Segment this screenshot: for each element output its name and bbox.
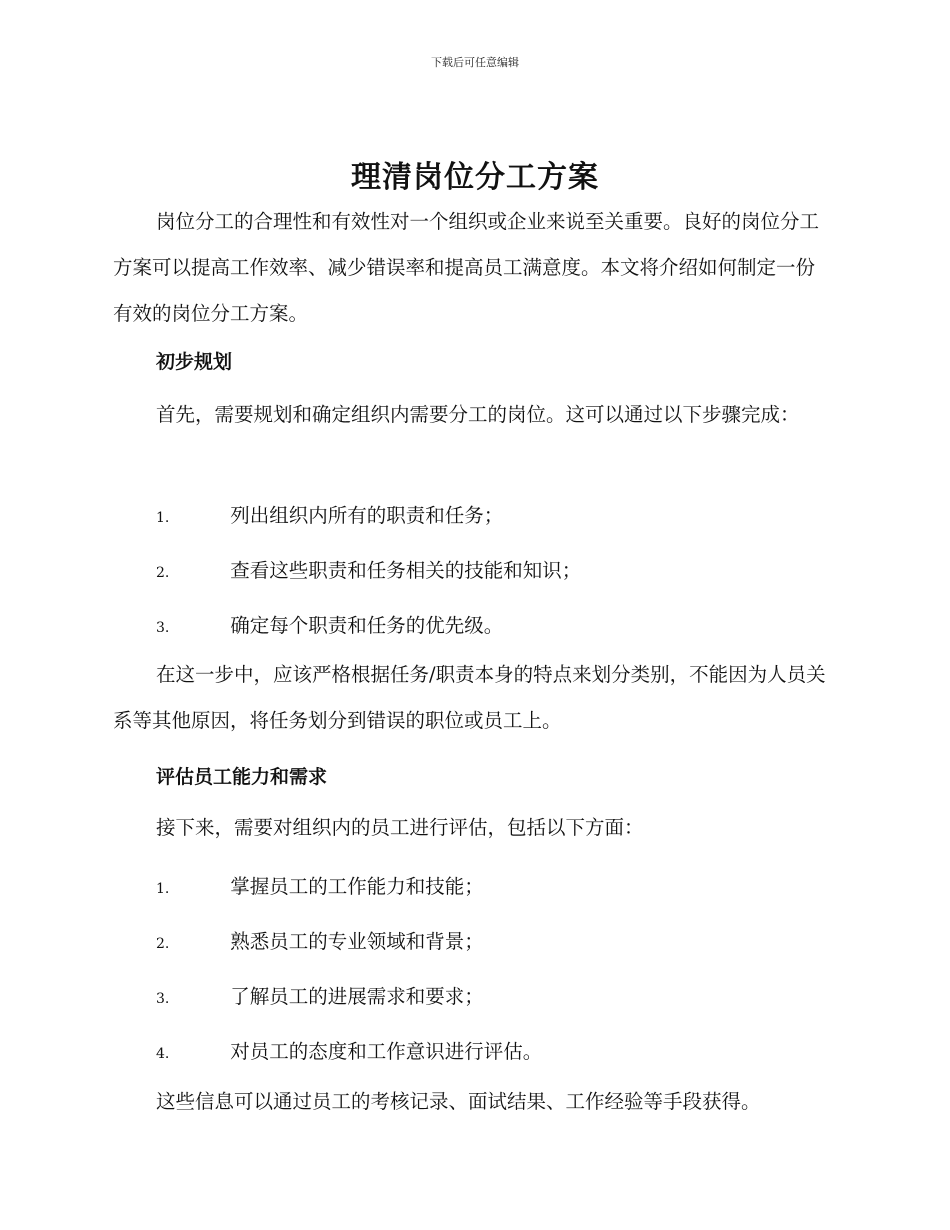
- section1-lead-paragraph: 首先，需要规划和确定组织内需要分工的岗位。这可以通过以下步骤完成：: [156, 403, 800, 426]
- list-item: [156, 555, 581, 583]
- list-item-text: 查看这些职责和任务相关的技能和知识；: [230, 559, 582, 582]
- list-item-number: 2.: [156, 936, 170, 952]
- list-item-number: 1.: [156, 510, 170, 526]
- list-item: [156, 871, 484, 899]
- list-item-number: 3.: [156, 620, 170, 636]
- list-item: [156, 926, 484, 954]
- list-item-number: 4.: [156, 1046, 170, 1062]
- section2-note-paragraph: 这些信息可以通过员工的考核记录、面试结果、工作经验等手段获得。: [156, 1090, 761, 1113]
- section1-note-paragraph: 在这一步中，应该严格根据任务/职责本身的特点来划分类别，不能因为人员关系等其他原因，将任务划分到错误的职位或员工上。: [113, 663, 826, 732]
- list-item-number: 1.: [156, 881, 170, 897]
- list-item-text: 熟悉员工的专业领域和背景；: [230, 930, 484, 953]
- list-item-number: 2.: [156, 565, 170, 581]
- list-item: [156, 1036, 542, 1064]
- intro-paragraph: 岗位分工的合理性和有效性对一个组织或企业来说至关重要。良好的岗位分工方案可以提高工作效率、减少错误率和提高员工满意度。本文将介绍如何制定一份有效的岗位分工方案。: [113, 210, 820, 325]
- list-item-text: 了解员工的进展需求和要求；: [230, 985, 484, 1008]
- section-heading-assessment: 评估员工能力和需求: [156, 766, 328, 788]
- list-item-text: 列出组织内所有的职责和任务；: [230, 504, 504, 527]
- list-item: [156, 981, 484, 1009]
- document-title: 理清岗位分工方案: [351, 160, 599, 195]
- section2-lead-paragraph: 接下来，需要对组织内的员工进行评估，包括以下方面：: [156, 816, 644, 839]
- section-heading-planning: 初步规划: [156, 351, 233, 373]
- page-header: 下载后可任意编辑: [431, 56, 519, 69]
- list-item-number: 3.: [156, 991, 170, 1007]
- list-item-text: 掌握员工的工作能力和技能；: [230, 875, 484, 898]
- list-item: [156, 610, 503, 638]
- list-item-text: 对员工的态度和工作意识进行评估。: [230, 1040, 543, 1063]
- list-item-text: 确定每个职责和任务的优先级。: [230, 614, 504, 637]
- list-item: [156, 500, 503, 528]
